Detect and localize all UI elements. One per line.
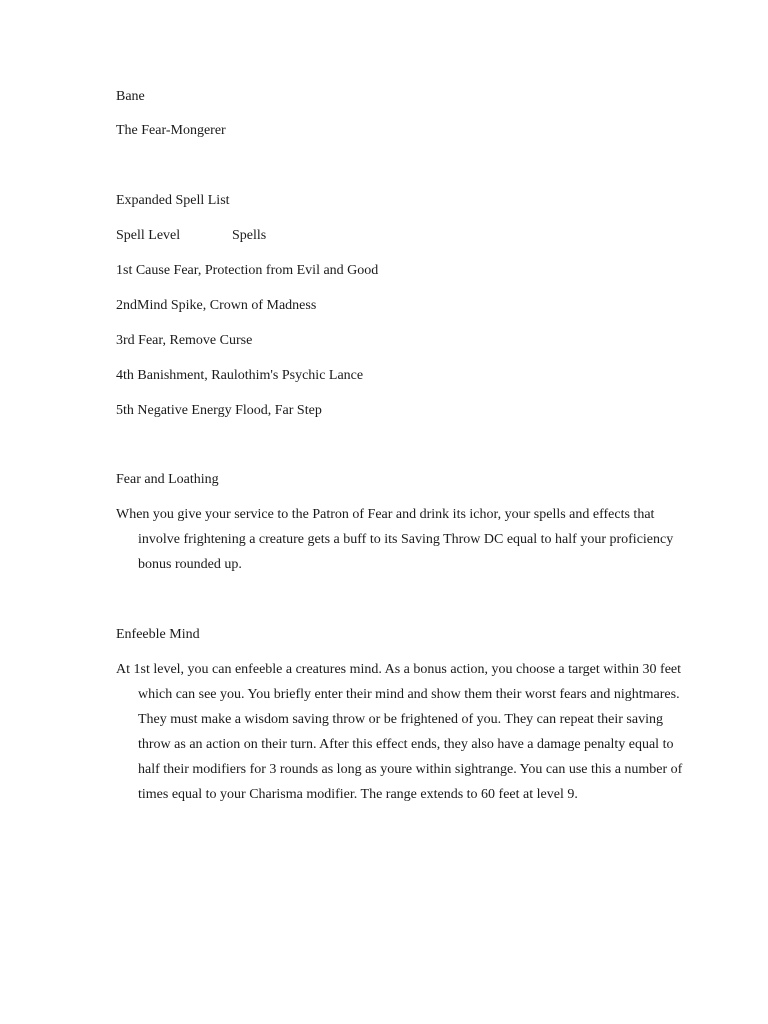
- spell-row-1st: 1st Cause Fear, Protection from Evil and Good: [116, 263, 379, 278]
- fear-and-loathing-body: When you give your service to the Patron of Fear and drink its ichor, your spells and effects that involve frightening a creature gets a buff to its Saving Throw DC equal to half your proficiency bonus rounded up.: [116, 507, 674, 572]
- spell-row-4th: 4th Banishment, Raulothim's Psychic Lance: [116, 368, 364, 383]
- spell-level-column-header: Spell Level: [116, 228, 181, 243]
- spell-row-5th: 5th Negative Energy Flood, Far Step: [116, 403, 322, 418]
- fear-and-loathing-title: Fear and Loathing: [116, 472, 219, 487]
- spell-row-3rd: 3rd Fear, Remove Curse: [116, 333, 253, 348]
- patron-name: Bane: [116, 89, 145, 104]
- spell-list-title: Expanded Spell List: [116, 193, 230, 208]
- spell-table-header: [116, 227, 266, 245]
- enfeeble-mind-title: Enfeeble Mind: [116, 627, 200, 642]
- patron-subtitle: The Fear-Mongerer: [116, 123, 226, 138]
- spell-row-2nd: 2ndMind Spike, Crown of Madness: [116, 298, 317, 313]
- spells-column-header: Spells: [232, 228, 267, 243]
- enfeeble-mind-body: At 1st level, you can enfeeble a creatures mind. As a bonus action, you choose a target within 30 feet which can see you. You briefly enter their mind and show them their worst fears and nightmares. They must make a wisdom saving throw or be frightened of you. They can repeat their saving throw as an action on their turn. After this effect ends, they also have a damage penalty equal to half their modifiers for 3 rounds as long as youre within sightrange. You can use this a number of times equal to your Charisma modifier. The range extends to 60 feet at level 9.: [116, 662, 683, 802]
